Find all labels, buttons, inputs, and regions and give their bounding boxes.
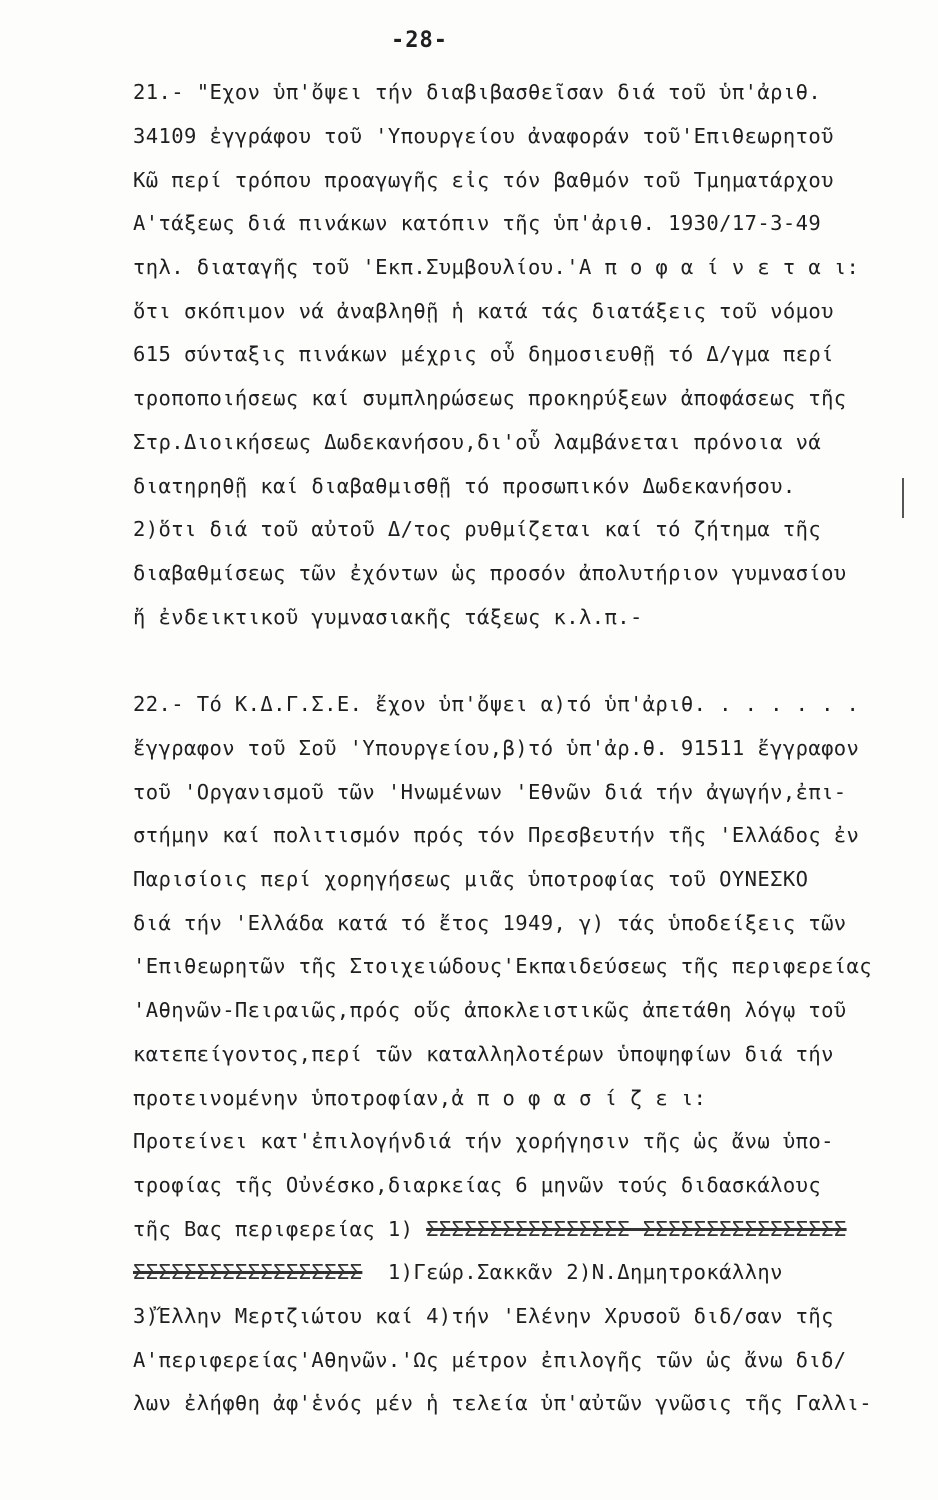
text-line: τηλ. διαταγῆς τοῦ 'Εκπ.Συμβουλίου.'Α π ο φ α ί ν ε τ α ι: — [133, 255, 860, 279]
text-line: Α'περιφερείας'Αθηνῶν.'Ως μέτρον ἐπιλογῆς τῶν ὡς ἄνω διδ/ — [133, 1348, 847, 1372]
text-line: προτεινομένην ὑποτροφίαν,ἀ π ο φ α σ ί ζ ε ι: — [133, 1086, 707, 1110]
text-line: Παρισίοις περί χορηγήσεως μιᾶς ὑποτροφίας τοῦ ΟΥΝΕΣΚΟ — [133, 867, 809, 891]
page-number: -28- — [391, 28, 448, 53]
margin-mark — [902, 478, 904, 518]
text-line: λων ἐλήφθη ἀφ'ἑνός μέν ἡ τελεία ὑπ'αὐτῶν γνῶσις τῆς Γαλλι- — [133, 1391, 873, 1415]
text-line: 'Επιθεωρητῶν τῆς Στοιχειώδους'Εκπαιδεύσεως τῆς περιφερείας — [133, 954, 873, 978]
text-line: 615 σύνταξις πινάκων μέχρις οὗ δημοσιευθῇ τό Δ/γμα περί — [133, 342, 834, 366]
text-segment: 1)Γεώρ.Σακκᾶν 2)Ν.Δημητροκάλλην — [387, 1260, 783, 1284]
text-line: τοῦ 'Οργανισμοῦ τῶν 'Ηνωμένων 'Εθνῶν διά τήν ἀγωγήν,ἐπι- — [133, 780, 847, 804]
text-line: 21.- "Εχον ὑπ'ὄψει τήν διαβιβασθεῖσαν διά τοῦ ὑπ'ἀριθ. — [133, 80, 822, 104]
text-line: 34109 ἐγγράφου τοῦ 'Υπουργείου ἀναφοράν τοῦ'Επιθεωρητοῦ — [133, 124, 834, 148]
text-line: διατηρηθῇ καί διαβαθμισθῇ τό προσωπικόν Δωδεκανήσου. — [133, 474, 796, 498]
text-line — [133, 1215, 847, 1243]
text-line: διαβαθμίσεως τῶν ἐχόντων ὡς προσόν ἀπολυτήριον γυμνασίου — [133, 561, 847, 585]
text-line: στήμην καί πολιτισμόν πρός τόν Πρεσβευτήν τῆς 'Ελλάδος ἐν — [133, 823, 860, 847]
text-line: Στρ.Διοικήσεως Δωδεκανήσου,δι'οὗ λαμβάνεται πρόνοια νά — [133, 430, 822, 454]
text-line: Α'τάξεως διά πινάκων κατόπιν τῆς ὑπ'ἀριθ. 1930/17-3-49 — [133, 211, 822, 235]
text-line: 22.- Τό Κ.Δ.Γ.Σ.Ε. ἔχον ὑπ'ὄψει α)τό ὑπ'ἀριθ. . . . . . . — [133, 692, 860, 716]
text-line: Κῶ περί τρόπου προαγωγῆς εἰς τόν βαθμόν τοῦ Τμηματάρχου — [133, 168, 834, 192]
text-line: τροφίας τῆς Οὐνέσκο,διαρκείας 6 μηνῶν τούς διδασκάλους — [133, 1173, 822, 1197]
text-line — [133, 1258, 783, 1286]
text-line: κατεπείγοντος,περί τῶν καταλληλοτέρων ὑποψηφίων διά τήν — [133, 1042, 834, 1066]
text-line: Προτείνει κατ'ἐπιλογήνδιά τήν χορήγησιν τῆς ὡς ἄνω ὑπο- — [133, 1129, 834, 1153]
text-line: 'Αθηνῶν-Πειραιῶς,πρός οὕς ἀποκλειστικῶς ἀπετάθη λόγῳ τοῦ — [133, 998, 847, 1022]
text-line: διά τήν 'Ελλάδα κατά τό ἔτος 1949, γ) τάς ὑποδείξεις τῶν — [133, 911, 847, 935]
text-line: ἔγγραφον τοῦ Σοῦ 'Υπουργείου,β)τό ὑπ'ἀρ.θ. 91511 ἔγγραφον — [133, 736, 860, 760]
text-line: ἤ ἐνδεικτικοῦ γυμνασιακῆς τάξεως κ.λ.π.- — [133, 605, 643, 629]
text-line: 2)ὅτι διά τοῦ αὐτοῦ Δ/τος ρυθμίζεται καί τό ζήτημα τῆς — [133, 517, 822, 541]
text-line: τροποποιήσεως καί συμπληρώσεως προκηρύξεων ἀποφάσεως τῆς — [133, 386, 847, 410]
text-line: 3)Ἔλλην Μερτζιώτου καί 4)τήν 'Ελένην Χρυσοῦ διδ/σαν τῆς — [133, 1304, 834, 1328]
text-segment: τῆς Βας περιφερείας 1) — [133, 1217, 427, 1241]
struck-out-text: ΣΣΣΣΣΣΣΣΣΣΣΣΣΣΣΣ ΣΣΣΣΣΣΣΣΣΣΣΣΣΣΣΣ — [426, 1217, 847, 1241]
struck-out-text: ΣΣΣΣΣΣΣΣΣΣΣΣΣΣΣΣΣΣ — [133, 1260, 363, 1284]
text-line: ὅτι σκόπιμον νά ἀναβληθῇ ἡ κατά τάς διατάξεις τοῦ νόμου — [133, 299, 834, 323]
